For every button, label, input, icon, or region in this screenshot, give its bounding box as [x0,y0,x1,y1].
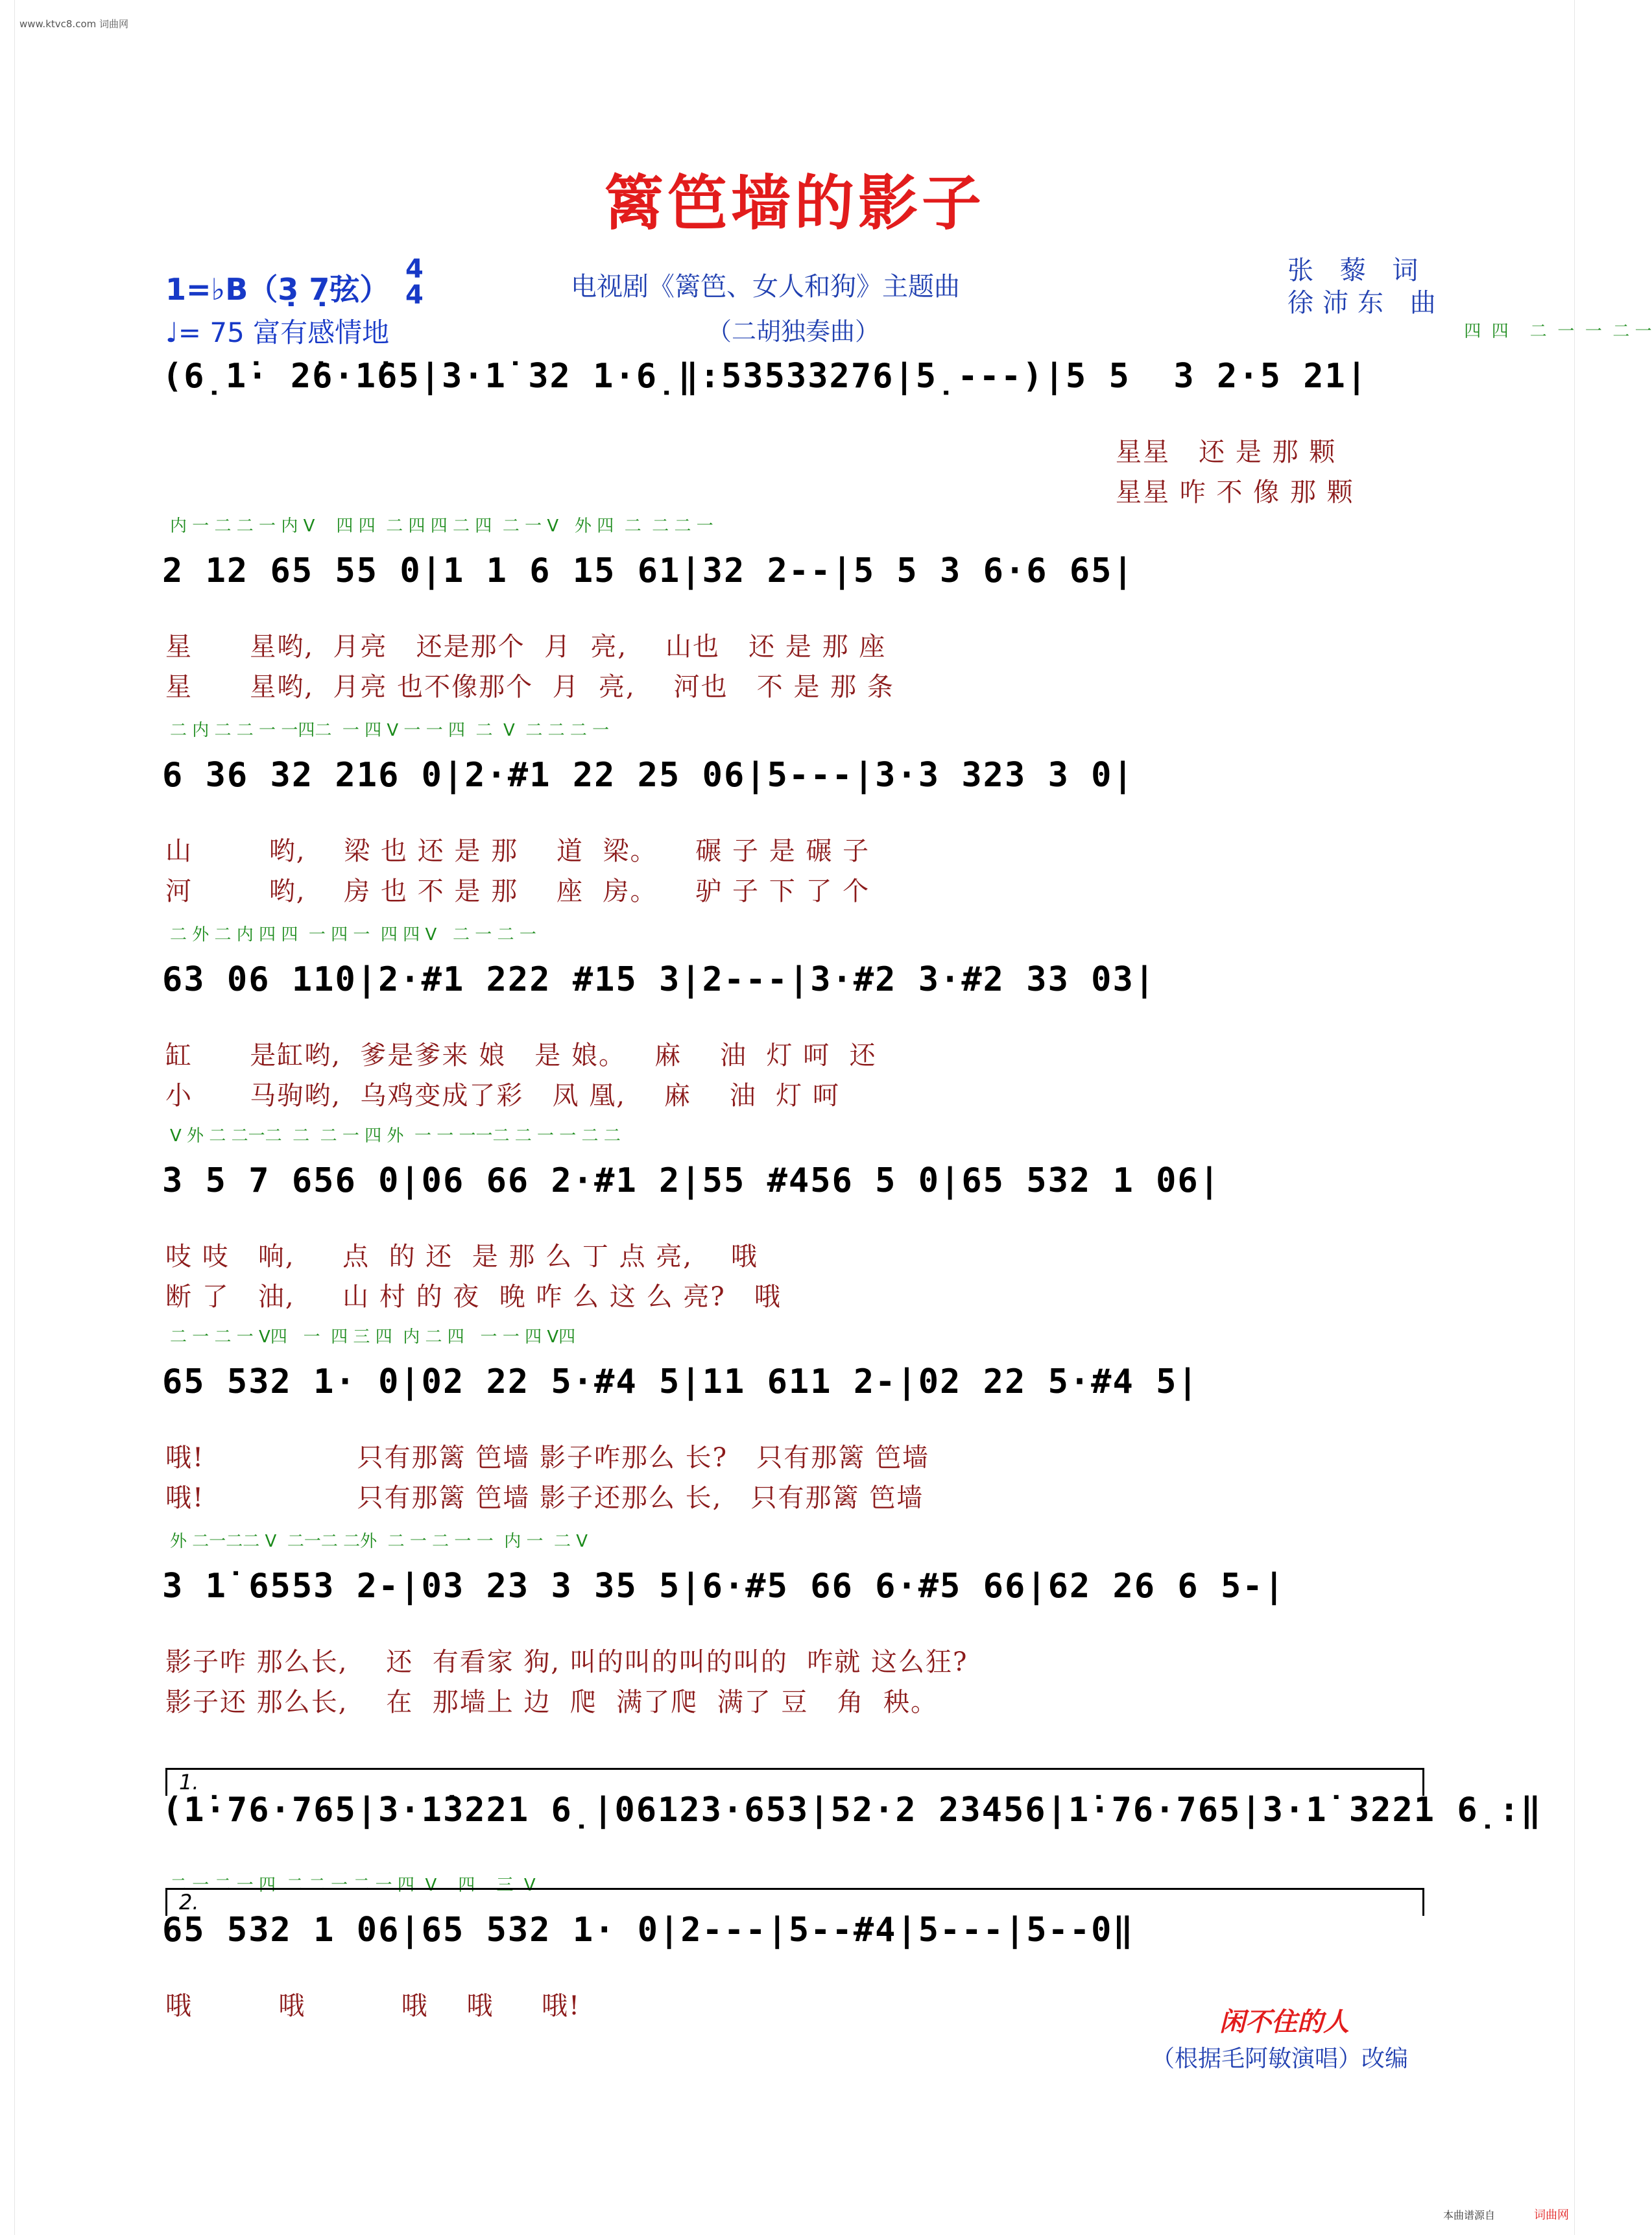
page-title: 篱笆墙的影子 [603,168,985,238]
lyric-line-1-verse-1: 星星 还 是 那 颗 [1116,437,1337,467]
footer-source: 本曲谱源自 [1443,2209,1496,2221]
arranger-note: （根据毛阿敏演唱）改编 [1151,2046,1409,2072]
lyric-line-7-verse-2: 影子还 那么长, 在 那墙上 边 爬 满了爬 满了 豆 角 秧。 [165,1687,939,1717]
bowing-line-9: 二 一 二 一 四 二 二 一 二 一 四 V 四 三 V [170,1876,536,1895]
notation-line-9: 65 532 1 06|65 532 1· 0|2---|5--#4|5---|5--0‖ [162,1911,1134,1950]
bowing-line-6: 二 一 二 一 V四 一 四 三 四 内 二 四 一 一 四 V四 [170,1327,576,1347]
notation-line-4: 63 06 110|2·#1 222 #15 3|2---|3·#2 3·#2 33 03| [162,960,1156,999]
tempo-marking: ♩= 75 富有感情地 [165,317,390,348]
notation-line-7: 3 1̇ 6553 2-|03 23 3 35 5|6·#5 66 6·#5 66|62 26 6 5-| [162,1567,1286,1606]
lyric-line-1-verse-2: 星星 咋 不 像 那 颗 [1116,477,1354,507]
bowing-line-2: 内 一 二 二 一 内 V 四 四 二 四 四 二 四 二 一 V 外 四 二 二 二 一 [170,516,713,536]
lyricist-credit: 张 藜 词 [1287,256,1428,285]
bowing-line-1: 四 四 二 一 一 二 一 [1116,322,1652,341]
lyric-line-3-verse-2: 河 哟, 房 也 不 是 那 座 房。 驴 子 下 了 个 [165,876,870,906]
notation-line-5: 3 5 7 656 0|06 66 2·#1 2|55 #456 5 0|65 532 1 06| [162,1161,1221,1200]
bowing-line-3: 二 内 二 二 一 一四二 一 四 V 一 一 四 二 V 二 二 二 一 [170,721,610,740]
key-signature: 1=♭B（3̣ 7̣弦） [165,272,390,307]
lyric-line-4-verse-2: 小 马驹哟, 乌鸡变成了彩 凤 凰, 麻 油 灯 呵 [165,1081,840,1111]
notation-line-1: (6̣1̇· 2̇6·1̇65|3·1̇ 32 1·6̣‖:53533276|5̣---)|5 5 3 2·5 21| [162,357,1369,396]
volta-label-1: 1. [179,1770,199,1794]
volta-bracket-1 [165,1768,1424,1796]
bowing-line-5: V 外 二 二一二 二 二 一 四 外 一 一 一一二 二 一 一 二 二 [170,1126,621,1146]
lyric-line-5-verse-1: 吱 吱 响, 点 的 还 是 那 么 丁 点 亮, 哦 [165,1242,758,1272]
notation-line-3: 6 36 32 216 0|2·#1 22 25 06|5---|3·3 323 3 0| [162,756,1134,795]
lyric-line-2-verse-1: 星 星哟, 月亮 还是那个 月 亮, 山也 还 是 那 座 [165,632,887,662]
notation-line-2: 2 12 65 55 0|1 1 6 15 61|32 2--|5 5 3 6·6 65| [162,551,1134,590]
instrument-note: （二胡独奏曲） [707,317,880,346]
notation-line-8: (1̇·76·765|3·1̇3221 6̣|06123·653|52·2 23456|1̇·76·765|3·1̇ 3221 6̣:‖ [162,1791,1542,1830]
time-bottom: 4 [405,280,424,310]
lyric-line-7-verse-1: 影子咋 那么长, 还 有看家 狗, 叫的叫的叫的叫的 咋就 这么狂? [165,1647,968,1677]
site-watermark: www.ktvc8.com 词曲网 [19,18,129,30]
footer-site: 词曲网 [1534,2208,1569,2222]
left-margin-strip [0,0,15,2235]
bowing-line-4: 二 外 二 内 四 四 一 四 一 四 四 V 二 一 二 一 [170,925,536,945]
lyric-line-3-verse-1: 山 哟, 梁 也 还 是 那 道 梁。 碾 子 是 碾 子 [165,836,870,866]
lyric-line-6-verse-1: 哦! 只有那篱 笆墙 影子咋那么 长? 只有那篱 笆墙 [165,1443,929,1473]
time-top: 4 [405,254,424,284]
time-signature [405,256,424,308]
volta-bracket-2 [165,1888,1424,1916]
lyric-line-6-verse-2: 哦! 只有那篱 笆墙 影子还那么 长, 只有那篱 笆墙 [165,1483,924,1513]
lyric-line-5-verse-2: 断 了 油, 山 村 的 夜 晚 咋 么 这 么 亮? 哦 [165,1282,782,1312]
lyric-line-9-verse-1: 哦 哦 哦 哦 哦! [165,1991,581,2021]
lyric-line-4-verse-1: 缸 是缸哟, 爹是爹来 娘 是 娘。 麻 油 灯 呵 还 [165,1041,877,1070]
volta-label-2: 2. [179,1890,199,1915]
subtitle: 电视剧《篱笆、女人和狗》主题曲 [571,272,960,302]
bowing-line-7: 外 二一二二 V 二一二 二外 二 一 二 一 一 内 一 二 V [170,1532,588,1551]
arranger-signature: 闲不住的人 [1219,2007,1349,2037]
notation-line-6: 65 532 1· 0|02 22 5·#4 5|11 611 2-|02 22 5·#4 5| [162,1362,1199,1401]
composer-credit: 徐沛东 曲 [1287,288,1445,318]
lyric-line-2-verse-2: 星 星哟, 月亮 也不像那个 月 亮, 河也 不 是 那 条 [165,672,894,702]
